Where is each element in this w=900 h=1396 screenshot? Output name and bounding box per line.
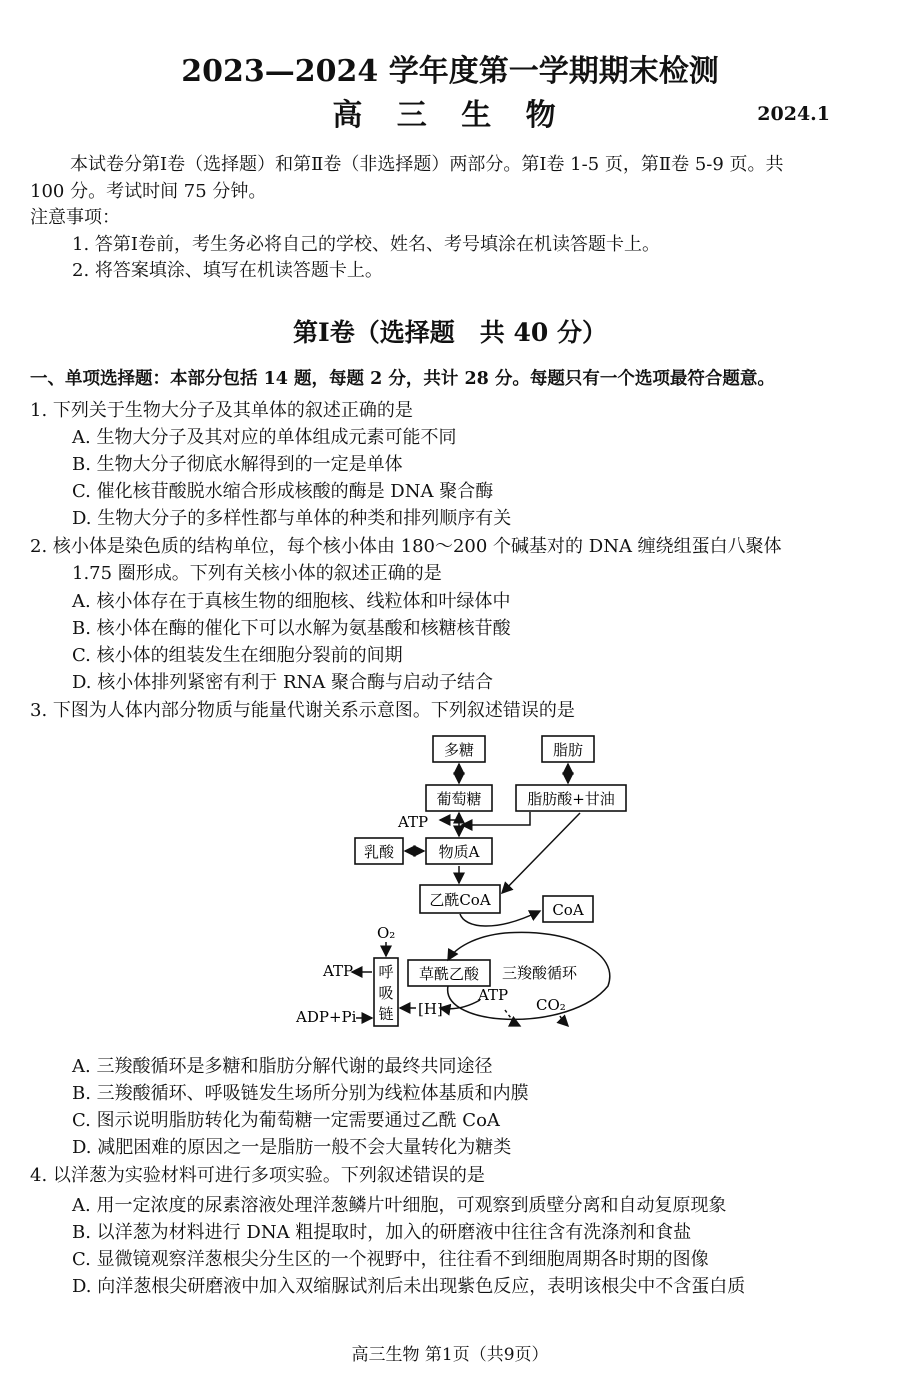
adp-pi-label: ADP+Pi	[296, 1008, 357, 1026]
metabolism-diagram	[290, 728, 630, 1038]
note-1: 1. 答第Ⅰ卷前，考生务必将自己的学校、姓名、考号填涂在机读答题卡上。	[72, 234, 661, 255]
question-1-option-d: D. 生物大分子的多样性都与单体的种类和排列顺序有关	[72, 508, 512, 529]
question-1-stem: 1. 下列关于生物大分子及其单体的叙述正确的是	[30, 400, 413, 421]
glucose-label: 葡萄糖	[436, 790, 482, 808]
question-2-option-a: A. 核小体存在于真核生物的细胞核、线粒体和叶绿体中	[72, 591, 511, 612]
question-4-option-c: C. 显微镜观察洋葱根尖分生区的一个视野中，往往看不到细胞周期各时期的图像	[72, 1249, 709, 1270]
atp-left-label: ATP	[323, 962, 354, 980]
question-4-option-d: D. 向洋葱根尖研磨液中加入双缩脲试剂后未出现紫色反应，表明该根尖中不含蛋白质	[72, 1276, 746, 1297]
question-1-option-b: B. 生物大分子彻底水解得到的一定是单体	[72, 454, 403, 475]
section-title: 第Ⅰ卷（选择题 共 40 分）	[293, 318, 607, 347]
question-1-option-c: C. 催化核苷酸脱水缩合形成核酸的酶是 DNA 聚合酶	[72, 481, 494, 502]
respiratory-chain-char-2: 吸	[378, 984, 394, 1002]
question-3-stem: 3. 下图为人体内部分物质与能量代谢关系示意图。下列叙述错误的是	[30, 700, 575, 721]
notes-heading: 注意事项：	[30, 207, 120, 228]
atp-cycle-label: ATP	[478, 986, 509, 1004]
fat-label: 脂肪	[552, 741, 584, 759]
oxaloacetate-label: 草酰乙酸	[418, 965, 480, 983]
coa-label: CoA	[552, 901, 584, 919]
respiratory-chain-char-3: 链	[378, 1005, 394, 1023]
subject-title: 高 三 生 物	[332, 98, 568, 133]
exam-date: 2024.1	[757, 103, 830, 125]
question-2-stem-cont: 1.75 圈形成。下列有关核小体的叙述正确的是	[72, 563, 442, 584]
atp-top-label: ATP	[398, 813, 429, 831]
tca-cycle-label: 三羧酸循环	[502, 964, 578, 982]
substance-a-label: 物质A	[438, 843, 480, 861]
question-4-option-a: A. 用一定浓度的尿素溶液处理洋葱鳞片叶细胞，可观察到质壁分离和自动复原现象	[72, 1195, 727, 1216]
part-heading: 一、单项选择题：本部分包括 14 题，每题 2 分，共计 28 分。每题只有一个选项最符合题意。	[30, 369, 775, 389]
question-3-option-d: D. 减肥困难的原因之一是脂肪一般不会大量转化为糖类	[72, 1137, 512, 1158]
question-2-option-b: B. 核小体在酶的催化下可以水解为氨基酸和核糖核苷酸	[72, 618, 511, 639]
h-label: [H]	[418, 1000, 443, 1018]
respiratory-chain-char-1: 呼	[378, 963, 394, 981]
o2-label: O₂	[377, 924, 396, 942]
page-footer: 高三生物 第1页（共9页）	[351, 1345, 549, 1365]
exam-title: 2023—2024 学年度第一学期期末检测	[181, 54, 719, 89]
polysaccharide-label: 多糖	[443, 741, 475, 759]
question-2-option-d: D. 核小体排列紧密有利于 RNA 聚合酶与启动子结合	[72, 672, 493, 693]
question-1-option-a: A. 生物大分子及其对应的单体组成元素可能不同	[72, 427, 457, 448]
question-4-option-b: B. 以洋葱为材料进行 DNA 粗提取时，加入的研磨液中往往含有洗涤剂和食盐	[72, 1222, 692, 1243]
question-2-stem: 2. 核小体是染色质的结构单位，每个核小体由 180～200 个碱基对的 DNA 缠绕组蛋白八聚体	[30, 536, 782, 557]
intro-line-2: 100 分。考试时间 75 分钟。	[30, 181, 267, 202]
acetyl-coa-label: 乙酰CoA	[429, 891, 491, 909]
note-2: 2. 将答案填涂、填写在机读答题卡上。	[72, 260, 383, 281]
question-3-option-c: C. 图示说明脂肪转化为葡萄糖一定需要通过乙酰 CoA	[72, 1110, 500, 1131]
question-2-option-c: C. 核小体的组装发生在细胞分裂前的间期	[72, 645, 403, 666]
question-3-option-a: A. 三羧酸循环是多糖和脂肪分解代谢的最终共同途径	[72, 1056, 493, 1077]
intro-line-1: 本试卷分第Ⅰ卷（选择题）和第Ⅱ卷（非选择题）两部分。第Ⅰ卷 1-5 页，第Ⅱ卷 5-9 页。共	[70, 154, 784, 175]
question-3-option-b: B. 三羧酸循环、呼吸链发生场所分别为线粒体基质和内膜	[72, 1083, 529, 1104]
fatty-acid-glycerol-label: 脂肪酸+甘油	[527, 790, 615, 808]
co2-label: CO₂	[536, 996, 566, 1014]
question-4-stem: 4. 以洋葱为实验材料可进行多项实验。下列叙述错误的是	[30, 1165, 485, 1186]
lactic-acid-label: 乳酸	[363, 843, 395, 861]
